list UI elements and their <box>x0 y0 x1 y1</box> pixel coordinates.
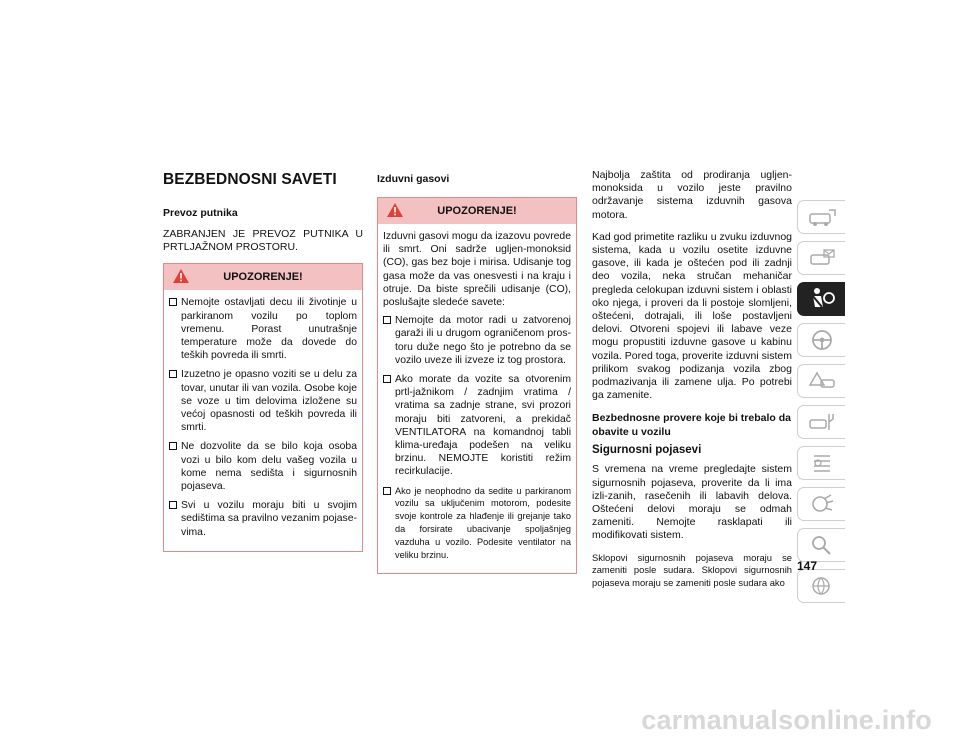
list-item-text: Svi u vozilu moraju biti u svojim sedištima sa pravilno vezanim pojase-vima. <box>181 500 357 538</box>
search-index-icon <box>807 533 837 557</box>
list-item <box>383 314 571 367</box>
tab-dashboard[interactable] <box>797 200 845 234</box>
checkbox-bullet-icon <box>169 501 177 509</box>
warning-title: UPOZORENJE! <box>437 205 517 217</box>
list-item <box>383 373 571 479</box>
list-item-text: Ne dozvolite da se bilo koja osoba vozi u bilo kom delu vašeg vozila u kome nema sedišta i sigurnosnih pojaseva. <box>181 441 357 493</box>
warning-header <box>164 264 362 290</box>
steering-wheel-icon <box>807 328 837 352</box>
list-item-text: Izuzetno je opasno voziti se u delu za tovar, unutar ili van vozila. Osobe koje se voze u tim delovima izložene su većoj opasnosti od teških povreda ili smrti. <box>181 369 357 434</box>
tab-multimedia[interactable] <box>797 487 845 521</box>
warning-intro: Izduvni gasovi mogu da izazovu povrede ili smrt. Oni sadrže ugljen-monoksid (CO), gas bez boje i mirisa. Udisanje tog gasa može da vas onesvesti i na kraju i otruje. Da biste sprečili udisanje (CO), poslušajte sledeće savete: <box>383 231 571 309</box>
car-dashboard-icon <box>807 206 837 228</box>
tab-driving[interactable] <box>797 323 845 357</box>
checkbox-bullet-icon <box>383 316 391 324</box>
intro-paragraph: ZABRANJEN JE PREVOZ PUTNIKA U PRTLJAŽNOM PROSTORU. <box>163 228 363 254</box>
multimedia-icon <box>807 493 837 515</box>
tab-safety[interactable] <box>797 282 845 316</box>
subheading-sigurnosni-pojasevi: Sigurnosni pojasevi <box>592 444 702 457</box>
checkbox-bullet-icon <box>383 487 391 495</box>
warning-header <box>378 198 576 224</box>
page-number: 147 <box>797 559 818 573</box>
warning-triangle-icon <box>386 202 404 218</box>
subtitle-bezbednosne-provere: Bezbednosne provere koje bi trebalo da obavite u vozilu <box>592 412 791 439</box>
paragraph: S vremena na vreme pregledajte sistem sigurnosnih pojaseva, proverite da li ima izli-zanih, rasečenih ili labavih delova. Oštećeni delovi moraju se odmah zameniti. Nemojte rasklapati ili modifikovati sistem. <box>592 463 792 542</box>
tab-service[interactable] <box>797 405 845 439</box>
column-2 <box>377 168 577 574</box>
side-tab-navigation <box>797 200 845 610</box>
list-item <box>383 485 571 562</box>
list-item-text: Ako je neophodno da sedite u parkiranom vozilu sa uključenim motorom, podesite svoje kontrole za hlađenje ili grejanje tako da forsirate ubacivanje spoljašnjeg vazduha u vozilo. Podesite ventilator na veliku brzinu. <box>395 485 571 560</box>
checkbox-bullet-icon <box>383 375 391 383</box>
list-item-text: Ako morate da vozite sa otvorenim prtl-jažnikom / zadnjim vratima / vratima sa zadnje strane, svi prozori moraju biti zatvoreni, a prekidač VENTILATORA na komandnoj tabli klima-uređaja podešen na veliku brzinu. NEMOJTE koristiti režim recirkulacije. <box>395 374 571 478</box>
warning-car-icon <box>807 370 837 392</box>
tab-emergency[interactable] <box>797 364 845 398</box>
list-item-text: Nemojte da motor radi u zatvorenoj garaži ili u drugom ograničenom pros-toru duže nego što je potrebno da se vozilo uveze ili izveze iz tog prostora. <box>395 315 571 366</box>
watermark-text: carmanualsonline.info <box>641 705 932 735</box>
section-title: BEZBEDNOSNI SAVETI <box>163 171 337 188</box>
seatbelt-airbag-icon <box>807 287 837 311</box>
list-item <box>169 368 357 434</box>
tab-language[interactable] <box>797 569 845 603</box>
car-message-icon <box>807 247 837 269</box>
paragraph: Sklopovi sigurnosnih pojaseva moraju se zameniti posle sudara. Sklopovi sigurnosnih pojaseva moraju se zameniti posle sudara ako <box>592 551 792 588</box>
subtitle-izduvni-gasovi: Izduvni gasovi <box>377 173 450 185</box>
watermark <box>0 705 960 736</box>
paragraph: Kad god primetite razliku u zvuku izduvnog sistema, kada u vozilu osetite izduvne gasove, ili kada je oštećen pod ili zadnji deo vozila, neka stručan mehaničar pregleda celokupan izduvni sistem i oblasti oko njega, i proveri da li postoje slomljeni, oštećeni, dotrajali, ili loše postavljeni delovi. Otvoreni spojevi ili labave veze mogu propustiti izduvne gasove u kabinu vozila. Pored toga, proverite izduvni sistem prilikom svakog podizanja vozila zbog podmazivanja ili zamene ulja. Po potrebi ga zamenite. <box>592 230 792 402</box>
checkbox-bullet-icon <box>169 442 177 450</box>
warning-triangle-icon <box>172 268 190 284</box>
list-item-text: Nemojte ostavljati decu ili životinje u parkiranom vozilu po toplom vremenu. Porast unutrašnje temperature može da dovede do teških povreda ili smrti. <box>181 297 357 362</box>
paragraph: Najbolja zaštita od prodiranja ugljen-monoksida u vozilo jeste pravilno održavanje sistema izduvnih gasova motora. <box>592 169 792 221</box>
service-tools-icon <box>807 411 837 433</box>
list-item <box>169 296 357 362</box>
tab-index[interactable] <box>797 528 845 562</box>
warning-title: UPOZORENJE! <box>223 271 303 284</box>
checkbox-bullet-icon <box>169 298 177 306</box>
language-icon <box>807 574 837 598</box>
specifications-list-icon <box>807 452 837 474</box>
warning-box-2 <box>377 197 577 574</box>
tab-messages[interactable] <box>797 241 845 275</box>
tab-specifications[interactable] <box>797 446 845 480</box>
checkbox-bullet-icon <box>169 370 177 378</box>
column-3 <box>592 169 792 598</box>
subtitle-prevoz-putnika: Prevoz putnika <box>163 207 238 219</box>
list-item <box>169 499 357 539</box>
list-item <box>169 440 357 493</box>
column-1 <box>163 168 363 552</box>
warning-box-1 <box>163 263 363 551</box>
